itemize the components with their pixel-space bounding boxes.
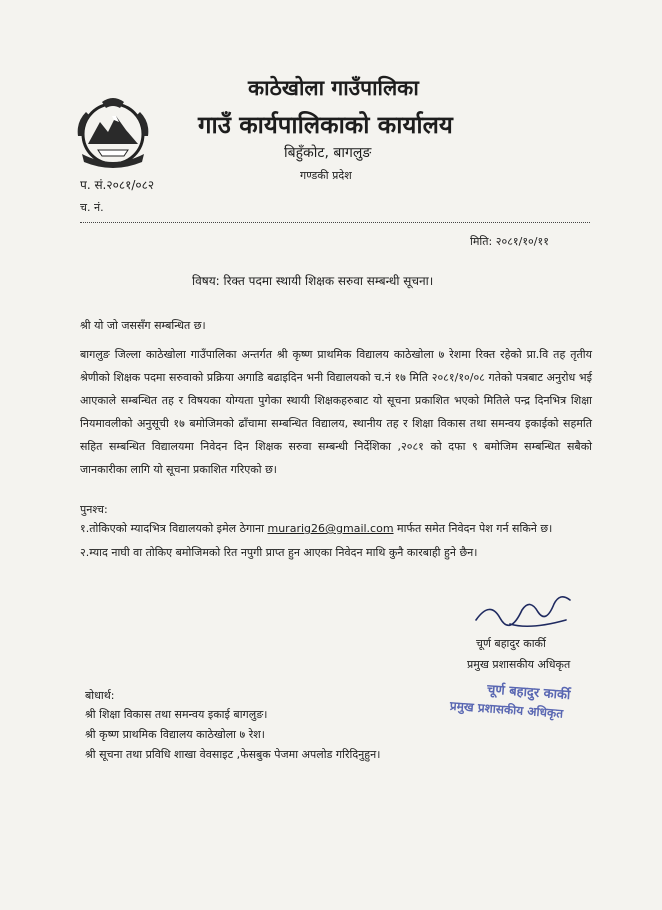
dispatch-number: च. नं. [80,201,104,214]
cc-item: श्री शिक्षा विकास तथा समन्वय इकाई बागलुङ। [85,708,268,721]
stamp-name: चूर्ण बहादुर कार्की [486,682,571,704]
cc-title: बोधार्थ: [85,689,115,702]
postscript-item-1 [80,521,552,536]
province-name: गण्डकी प्रदेश [300,169,352,182]
postscript-item-1-suffix: मार्फत समेत निवेदन पेश गर्न सकिने छ। [393,522,553,535]
office-location: बिहुँकोट, बागलुङ [284,145,372,161]
stamp-post: प्रमुख प्रशासकीय अधिकृत [449,698,564,721]
body-paragraph: बागलुङ जिल्ला काठेखोला गाउँपालिका अन्तर्गत श्री कृष्ण प्राथमिक विद्यालय काठेखोला ७ रेशमा रिक्त रहेको प्रा.वि तह तृतीय श्रेणीको शिक्षक पदमा सरुवाको प्रक्रिया अगाडि बढाइदिन भनी विद्यालयको च.नं १७ मिति २०८१/१०/०८ गतेको पत्रबाट अनुरोध भई आएकाले सम्बन्धित तह र विषयका योग्यता पुगेका स्थायी शिक्षकहरुबाट यो सूचना प्रकाशित भएको मितिले पन्द्र दिनभित्र शिक्षा नियमावलीको अनुसूची १७ बमोजिमको ढाँचामा सम्बन्धित विद्यालय, स्थानीय तह र शिक्षा विकास तथा समन्वय इकाईको सहमति सहित सम्बन्धित विद्यालयमा निवेदन दिन शिक्षक सरुवा सम्बन्धी निर्देशिका ,२०८१ को दफा ९ बमोजिम सम्बन्धित सबैको जानकारीका लागि यो सूचना प्रकाशित गरिएको छ। [80,348,592,476]
school-email-link[interactable]: murarig26@gmail.com [267,522,394,535]
header-divider [80,222,590,223]
municipality-name: काठेखोला गाउँपालिका [248,76,419,100]
postscript-item-1-prefix: १.तोकिएको म्यादभित्र विद्यालयको इमेल ठेगाना [80,522,268,535]
cc-item: श्री कृष्ण प्राथमिक विद्यालय काठेखोला ७ रेश। [85,728,265,741]
postscript-item-2: २.म्याद नाघी वा तोकिए बमोजिमको रित नपुगी प्राप्त हुन आएका निवेदन माथि कुनै कारबाही हुने छैन। [80,546,478,559]
letter-number: प. सं.२०८१/०८२ [80,178,155,192]
letter-date: मिति: २०८१/१०/११ [470,235,549,248]
signatory-post: प्रमुख प्रशासकीय अधिकृत [467,658,571,671]
salutation: श्री यो जो जससँग सम्बन्धित छ। [80,319,206,332]
cc-item: श्री सूचना तथा प्रविधि शाखा वेवसाइट ,फेसबुक पेजमा अपलोड गरिदिनुहुन। [85,748,381,761]
postscript-title: पुनश्च: [80,503,108,516]
signatory-name: चूर्ण बहादुर कार्की [476,637,546,650]
nepal-emblem-icon [72,92,154,170]
office-name: गाउँ कार्यपालिकाको कार्यालय [198,111,453,139]
letter-subject: विषय: रिक्त पदमा स्थायी शिक्षक सरुवा सम्बन्धी सूचना। [192,274,434,288]
signature-scribble-icon [470,590,580,634]
